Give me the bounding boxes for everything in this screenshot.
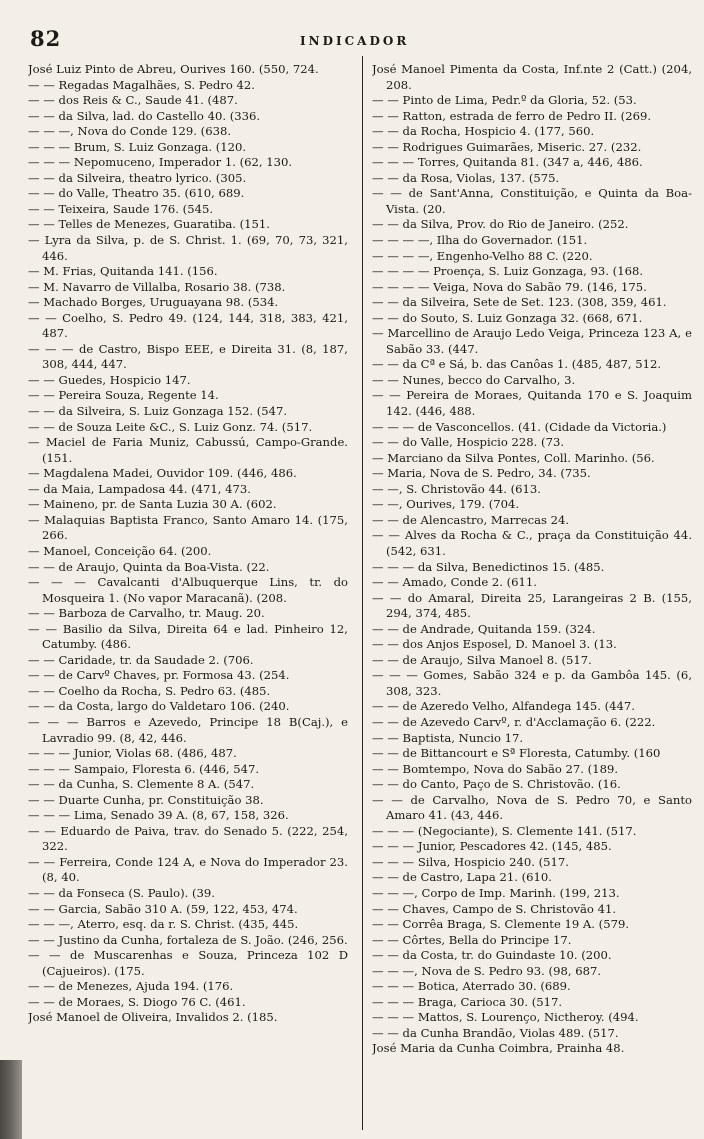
directory-entry: — — — Junior, Violas 68. (486, 487. <box>28 746 237 761</box>
directory-entry: — — Coelho, S. Pedro 49. (124, 144, 318, 383, 421, 487. <box>28 310 348 341</box>
directory-entry: — — — — Veiga, Nova do Sabão 79. (146, 175. <box>372 279 647 294</box>
directory-entry: — — Basilio da Silva, Direita 64 e lad. Pinheiro 12, Catumby. (486. <box>28 621 348 652</box>
directory-entry: — — de Souza Leite &C., S. Luiz Gonz. 74. (517. <box>28 419 313 434</box>
directory-entry: — — da Silveira, S. Luiz Gonzaga 152. (547. <box>28 404 288 419</box>
directory-entry: — da Maia, Lampadosa 44. (471, 473. <box>28 481 251 496</box>
directory-entry: — — — da Silva, Benedictinos 15. (485. <box>372 559 605 574</box>
directory-entry: — — —, Nova do Conde 129. (638. <box>28 124 232 139</box>
directory-entry: — — — Cavalcanti d'Albuquerque Lins, tr. do Mosqueira 1. (No vapor Maracanã). (208. <box>28 575 348 605</box>
directory-entry: — — Caridade, tr. da Saudade 2. (706. <box>28 652 254 667</box>
directory-entry: — — do Valle, Hospicio 228. (73. <box>372 435 565 450</box>
directory-entry: — — Duarte Cunha, pr. Constituição 38. <box>28 792 264 807</box>
directory-entry: — — Pinto de Lima, Pedr.º da Gloria, 52. (53. <box>372 93 637 108</box>
directory-entry: — — Amado, Conde 2. (611. <box>372 575 537 590</box>
left-column <box>28 62 348 1130</box>
directory-entry: — — — Lima, Senado 39 A. (8, 67, 158, 326. <box>28 808 289 823</box>
directory-entry: — Malaquias Baptista Franco, Santo Amaro 14. (175, 266. <box>28 512 348 543</box>
directory-entry: — — — Brum, S. Luiz Gonzaga. (120. <box>28 139 247 154</box>
directory-entry: — Maria, Nova de S. Pedro, 34. (735. <box>372 466 591 481</box>
directory-entry: — — Baptista, Nuncio 17. <box>372 730 524 745</box>
directory-entry: — — da Rocha, Hospicio 4. (177, 560. <box>372 124 595 139</box>
directory-entry: — Marcellino de Araujo Ledo Veiga, Princeza 123 A, e Sabão 33. (447. <box>372 326 692 356</box>
directory-entry: — — Teixeira, Saude 176. (545. <box>28 201 214 216</box>
directory-entry: — — da Costa, largo do Valdetaro 106. (240. <box>28 699 290 714</box>
right-column <box>372 62 692 1130</box>
directory-entry: — — — Nepomuceno, Imperador 1. (62, 130. <box>28 155 293 170</box>
directory-entry: — — de Carvalho, Nova de S. Pedro 70, e Santo Amaro 41. (43, 446. <box>372 792 692 823</box>
directory-entry: — — — Braga, Carioca 30. (517. <box>372 994 563 1009</box>
directory-entry: — — de Sant'Anna, Constituição, e Quinta da Boa-Vista. (20. <box>372 186 692 216</box>
directory-entry: — — de Araujo, Silva Manoel 8. (517. <box>372 652 592 667</box>
directory-entry: — —, S. Christovão 44. (613. <box>372 481 541 496</box>
directory-entry: — Maineno, pr. de Santa Luzia 30 A. (602. <box>28 497 277 512</box>
directory-entry: — — Corrêa Braga, S. Clemente 19 A. (579. <box>372 917 630 932</box>
page-header <box>0 0 704 50</box>
directory-entry: — — da Costa, tr. do Guindaste 10. (200. <box>372 948 612 963</box>
directory-entry: — — Barboza de Carvalho, tr. Maug. 20. <box>28 606 265 621</box>
directory-entry: — — — Torres, Quitanda 81. (347 a, 446, 486. <box>372 155 643 170</box>
directory-entry: — — do Souto, S. Luiz Gonzaga 32. (668, 671. <box>372 310 643 325</box>
directory-entry: — — — —, Engenho-Velho 88 C. (220. <box>372 248 593 263</box>
directory-entry: — Manoel, Conceição 64. (200. <box>28 543 212 558</box>
directory-entry: — — de Muscarenhas e Souza, Princeza 102 D (Cajueiros). (175. <box>28 948 348 978</box>
directory-entry: — — Pereira de Moraes, Quitanda 170 e S. Joaquim 142. (446, 488. <box>372 388 692 419</box>
directory-entry: — — Coelho da Rocha, S. Pedro 63. (485. <box>28 683 271 698</box>
directory-entry: — M. Frias, Quitanda 141. (156. <box>28 264 218 279</box>
directory-entry: — — — Barros e Azevedo, Principe 18 B(Caj.), e Lavradio 99. (8, 42, 446. <box>28 714 348 745</box>
directory-entry: — — da Rosa, Violas, 137. (575. <box>372 170 560 185</box>
directory-entry: — — de Araujo, Quinta da Boa-Vista. (22. <box>28 559 270 574</box>
directory-entry: José Manoel de Oliveira, Invalidos 2. (185. <box>28 1010 278 1025</box>
directory-entry: — — do Canto, Paço de S. Christovão. (16. <box>372 777 621 792</box>
directory-entry: — — Eduardo de Paiva, trav. do Senado 5. (222, 254, 322. <box>28 823 348 854</box>
directory-entry: — — de Andrade, Quitanda 159. (324. <box>372 621 596 636</box>
directory-entry: — — Justino da Cunha, fortaleza de S. João. (246, 256. <box>28 932 348 947</box>
directory-entry: — — de Azevedo Carvº, r. d'Acclamação 6. (222. <box>372 714 656 729</box>
directory-entry: — — — Silva, Hospicio 240. (517. <box>372 854 569 869</box>
directory-entry: — — da Cunha Brandão, Violas 489. (517. <box>372 1025 619 1040</box>
directory-entry: — — da Cª e Sá, b. das Canôas 1. (485, 487, 512. <box>372 357 662 372</box>
directory-entry: — — — Junior, Pescadores 42. (145, 485. <box>372 839 612 854</box>
directory-entry: — — da Silveira, theatro lyrico. (305. <box>28 170 247 185</box>
directory-entry: — — da Silva, lad. do Castello 40. (336. <box>28 108 261 123</box>
directory-entry: — — — (Negociante), S. Clemente 141. (517. <box>372 823 637 838</box>
directory-entry: — — — de Castro, Bispo EEE, e Direita 31. (8, 187, 308, 444, 447. <box>28 341 348 372</box>
directory-entry: José Luiz Pinto de Abreu, Ourives 160. (550, 724. <box>28 62 319 76</box>
directory-entry: — — — Gomes, Sabão 324 e p. da Gambôa 145. (6, 308, 323. <box>372 668 692 698</box>
directory-entry: — — Pereira Souza, Regente 14. <box>28 388 219 403</box>
directory-entry: — — Guedes, Hospicio 147. <box>28 372 191 387</box>
directory-entry: — — — —, Ilha do Governador. (151. <box>372 233 588 248</box>
directory-entry: — Maciel de Faria Muniz, Cabussú, Campo-Grande. (151. <box>28 435 348 465</box>
directory-entry: — — —, Corpo de Imp. Marinh. (199, 213. <box>372 885 620 900</box>
directory-entry: — — — Botica, Aterrado 30. (689. <box>372 979 571 994</box>
directory-entry: — Magdalena Madei, Ouvidor 109. (446, 486. <box>28 466 297 481</box>
directory-entry: — — de Menezes, Ajuda 194. (176. <box>28 979 234 994</box>
column-divider <box>362 56 363 1130</box>
directory-entry: — — —, Aterro, esq. da r. S. Christ. (435, 445. <box>28 917 299 932</box>
directory-entry: — — da Silveira, Sete de Set. 123. (308, 359, 461. <box>372 295 667 310</box>
directory-entry: — — Alves da Rocha & C., praça da Constituição 44. (542, 631. <box>372 528 692 558</box>
directory-entry: — M. Navarro de Villalba, Rosario 38. (738. <box>28 279 286 294</box>
directory-entry: — — Ferreira, Conde 124 A, e Nova do Imperador 23. (8, 40. <box>28 854 348 885</box>
directory-entry: — — —, Nova de S. Pedro 93. (98, 687. <box>372 963 602 978</box>
running-title: INDICADOR <box>300 34 410 48</box>
directory-entry: — — Chaves, Campo de S. Christovão 41. <box>372 901 617 916</box>
directory-entry: — — — Sampaio, Floresta 6. (446, 547. <box>28 761 260 776</box>
directory-entry: — — da Silva, Prov. do Rio de Janeiro. (252. <box>372 217 629 232</box>
directory-entry: — — Bomtempo, Nova do Sabão 27. (189. <box>372 761 619 776</box>
directory-entry: — — Ratton, estrada de ferro de Pedro II. (269. <box>372 108 652 123</box>
directory-entry: — — de Carvº Chaves, pr. Formosa 43. (254. <box>28 668 290 683</box>
directory-entry: José Manoel Pimenta da Costa, Inf.nte 2 (Catt.) (204, 208. <box>372 62 692 92</box>
directory-entry: — — — de Vasconcellos. (41. (Cidade da Victoria.) <box>372 419 667 434</box>
directory-entry: — — dos Reis & C., Saude 41. (487. <box>28 93 238 108</box>
directory-entry: — — dos Anjos Esposel, D. Manoel 3. (13. <box>372 637 617 652</box>
directory-entry: — — Regadas Magalhães, S. Pedro 42. <box>28 77 255 92</box>
directory-entry: José Maria da Cunha Coimbra, Prainha 48. <box>372 1041 625 1056</box>
directory-entry: — —, Ourives, 179. (704. <box>372 497 520 512</box>
directory-entry: — — do Valle, Theatro 35. (610, 689. <box>28 186 245 201</box>
directory-entry: — Machado Borges, Uruguayana 98. (534. <box>28 295 279 310</box>
directory-entry: — — Nunes, becco do Carvalho, 3. <box>372 372 576 387</box>
directory-entry: — — Rodrigues Guimarães, Miseric. 27. (232. <box>372 139 642 154</box>
directory-entry: — — de Alencastro, Marrecas 24. <box>372 512 570 527</box>
directory-entry: — — da Cunha, S. Clemente 8 A. (547. <box>28 777 255 792</box>
directory-entry: — — Garcia, Sabão 310 A. (59, 122, 453, 474. <box>28 901 298 916</box>
directory-entry: — — de Moraes, S. Diogo 76 C. (461. <box>28 994 246 1009</box>
directory-entry: — — de Bittancourt e Sª Floresta, Catumby. (160 <box>372 746 661 761</box>
page-binding-edge <box>0 1060 22 1139</box>
directory-entry: — — Côrtes, Bella do Principe 17. <box>372 932 572 947</box>
directory-entry: — — Telles de Menezes, Guaratiba. (151. <box>28 217 270 232</box>
directory-columns <box>28 52 692 1130</box>
directory-entry: — — da Fonseca (S. Paulo). (39. <box>28 885 215 900</box>
directory-entry: — — — Mattos, S. Lourenço, Nictheroy. (494. <box>372 1010 639 1025</box>
directory-entry: — Marciano da Silva Pontes, Coll. Marinho. (56. <box>372 450 655 465</box>
directory-entry: — — do Amaral, Direita 25, Larangeiras 2 B. (155, 294, 374, 485. <box>372 590 692 621</box>
directory-entry: — — de Azeredo Velho, Alfandega 145. (447. <box>372 699 635 714</box>
directory-entry: — — — — Proença, S. Luiz Gonzaga, 93. (168. <box>372 264 644 279</box>
directory-entry: — — de Castro, Lapa 21. (610. <box>372 870 552 885</box>
page-number: 82 <box>30 26 62 51</box>
directory-entry: — Lyra da Silva, p. de S. Christ. 1. (69, 70, 73, 321, 446. <box>28 233 348 263</box>
